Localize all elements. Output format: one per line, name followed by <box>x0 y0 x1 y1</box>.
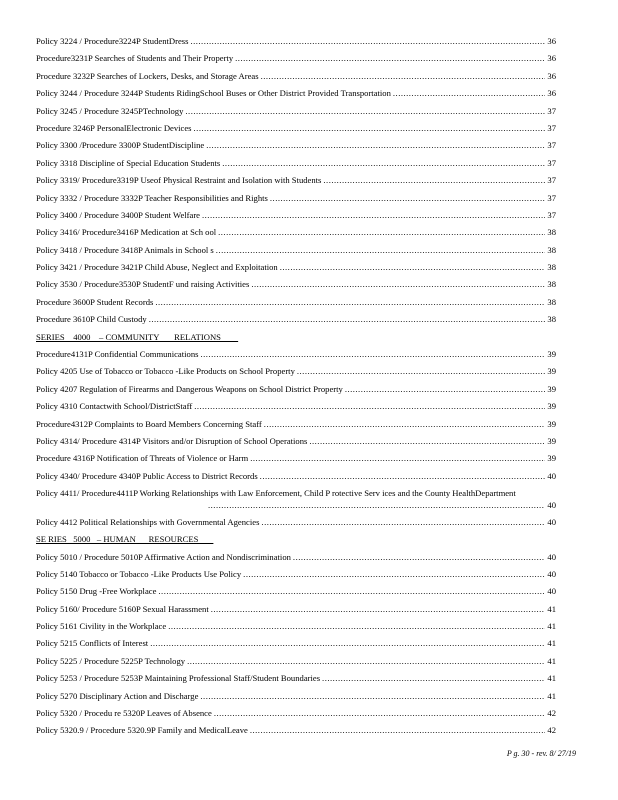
toc-entry-page: 38 <box>547 314 556 325</box>
dot-leader <box>264 419 546 430</box>
toc-entry-title: Procedure 3246P PersonalElectronic Devices <box>36 122 192 133</box>
dot-leader <box>251 279 545 290</box>
toc-entry-page: 41 <box>547 655 556 666</box>
dot-leader <box>208 500 544 511</box>
toc-entry <box>36 419 556 436</box>
toc-entry-title: Policy 3416/ Procedure3416P Medication at Sch ool <box>36 227 217 238</box>
toc-entry <box>36 140 556 157</box>
toc-entry-page: 40 <box>547 551 556 562</box>
toc-entry <box>36 708 556 725</box>
toc-entry-title: Policy 3318 Discipline of Special Education Students <box>36 157 221 168</box>
toc-entry-title: Policy 5320.9 / Procedure 5320.9P Family and MedicalLeave <box>36 725 248 736</box>
dot-leader <box>309 436 545 447</box>
toc-entry-page: 39 <box>547 366 556 377</box>
toc-entry <box>36 471 556 488</box>
toc-entry-page: 37 <box>547 122 556 133</box>
toc-entry-title: Policy 5270 Disciplinary Action and Discharge <box>36 690 199 701</box>
toc-entry <box>36 604 556 621</box>
toc-entry-title: Policy 5150 Drug -Free Workplace <box>36 586 157 597</box>
toc-entry-title: Policy 5161 Civility in the Workplace <box>36 621 167 632</box>
toc-entry-title: Policy 5010 / Procedure 5010P Affirmative Action and Nondiscrimination <box>36 551 291 562</box>
toc-entry-title: Policy 5253 / Procedure 5253P Maintaining Professional Staff/Student Boundaries <box>36 673 321 684</box>
toc-entry-page: 38 <box>547 279 556 290</box>
toc-entry <box>36 488 556 517</box>
toc-entry <box>36 621 556 638</box>
toc-entry-title: Policy 3245 / Procedure 3245PTechnology <box>36 105 184 116</box>
toc-entry <box>36 517 556 534</box>
dot-leader <box>200 691 545 702</box>
dot-leader <box>297 366 546 377</box>
toc-entry-title: Policy 5140 Tobacco or Tobacco -Like Products Use Policy <box>36 568 242 579</box>
dot-leader <box>393 88 546 99</box>
toc-entry <box>36 193 556 210</box>
dot-leader <box>322 673 545 684</box>
toc-entry <box>36 638 556 655</box>
toc-entry-page: 41 <box>547 690 556 701</box>
toc-entry <box>36 245 556 262</box>
dot-leader <box>155 297 545 308</box>
toc-entry-page: 40 <box>547 499 556 510</box>
toc-entry-page: 40 <box>547 470 556 481</box>
dot-leader <box>235 53 545 64</box>
toc-entry <box>36 158 556 175</box>
toc-entry-page: 37 <box>547 140 556 151</box>
toc-entry-page: 36 <box>547 36 556 46</box>
toc-entry-title: Procedure3231P Searches of Students and Their Property <box>36 53 234 64</box>
dot-leader <box>218 227 545 238</box>
toc-entry-title: Policy 3300 /Procedure 3300P StudentDiscipline <box>36 140 205 151</box>
dot-leader <box>260 471 546 482</box>
dot-leader <box>168 621 545 632</box>
toc-entry <box>36 279 556 296</box>
toc-entry-title: Procedure 3600P Student Records <box>36 296 154 307</box>
toc-entry <box>36 384 556 401</box>
toc-entry-title: Policy 4310 Contactwith School/DistrictStaff <box>36 401 193 412</box>
toc-entry <box>36 691 556 708</box>
toc-entry-page: 36 <box>547 70 556 81</box>
toc-entry-page: 38 <box>547 227 556 238</box>
toc-entry-page: 37 <box>547 105 556 116</box>
toc-entry-title: Policy 5225 / Procedure 5225P Technology <box>36 655 186 666</box>
toc-entry <box>36 436 556 453</box>
dot-leader <box>216 245 546 256</box>
toc-entry <box>36 725 556 742</box>
dot-leader <box>243 569 545 580</box>
toc-entry <box>36 349 556 366</box>
toc-entry-page: 42 <box>547 725 556 736</box>
toc-entry <box>36 227 556 244</box>
dot-leader <box>211 604 546 615</box>
toc-entry-title: Policy 5160/ Procedure 5160P Sexual Harassment <box>36 603 209 614</box>
toc-entry-page: 39 <box>547 418 556 429</box>
toc-entry-title: Policy 4207 Regulation of Firearms and Dangerous Weapons on School District Property <box>36 383 343 394</box>
table-of-contents <box>36 36 556 743</box>
dot-leader <box>194 123 546 134</box>
toc-entry-page: 39 <box>547 401 556 412</box>
toc-entry-page: 36 <box>547 53 556 64</box>
toc-entry-page: 37 <box>547 175 556 186</box>
toc-entry-page: 39 <box>547 349 556 360</box>
toc-entry-page: 37 <box>547 192 556 203</box>
toc-entry-title: Procedure 3232P Searches of Lockers, Desks, and Storage Areas <box>36 70 259 81</box>
toc-entry-page: 40 <box>547 568 556 579</box>
toc-entry <box>36 453 556 470</box>
toc-entry-page: 41 <box>547 673 556 684</box>
dot-leader <box>345 384 546 395</box>
dot-leader <box>150 638 545 649</box>
toc-entry-title: Policy 4412 Political Relationships with Governmental Agencies <box>36 516 260 527</box>
toc-entry <box>36 123 556 140</box>
toc-entry-page: 39 <box>547 435 556 446</box>
toc-entry <box>36 401 556 418</box>
toc-entry-title: Policy 3530 / Procedure3530P StudentF und raising Activities <box>36 279 250 290</box>
toc-entry-page: 39 <box>547 453 556 464</box>
toc-entry-page: 41 <box>547 603 556 614</box>
toc-entry-title: Policy 3319/ Procedure3319P Useof Physical Restraint and Isolation with Students <box>36 175 322 186</box>
toc-entry-page: 38 <box>547 244 556 255</box>
toc-entry-title: Policy 4340/ Procedure 4340P Public Access to District Records <box>36 470 258 481</box>
toc-entry-page: 42 <box>547 708 556 719</box>
toc-entry <box>36 262 556 279</box>
toc-entry-title: Procedure 3610P Child Custody <box>36 314 147 325</box>
dot-leader <box>158 586 545 597</box>
toc-entry-title: Policy 3332 / Procedure 3332P Teacher Responsibilities and Rights <box>36 192 268 203</box>
toc-entry <box>36 297 556 314</box>
toc-entry-page: 38 <box>547 262 556 273</box>
toc-entry-title: Policy 4314/ Procedure 4314P Visitors and/or Disruption of School Operations <box>36 435 308 446</box>
dot-leader <box>270 193 546 204</box>
toc-entry <box>36 53 556 70</box>
toc-entry <box>36 586 556 603</box>
dot-leader <box>206 140 545 151</box>
dot-leader <box>293 552 545 563</box>
dot-leader <box>222 158 545 169</box>
toc-entry-title: Policy 3418 / Procedure 3418P Animals in School s <box>36 244 214 255</box>
toc-entry-page: 37 <box>547 157 556 168</box>
series-heading <box>36 332 556 349</box>
toc-entry-title: Policy 3421 / Procedure 3421P Child Abuse, Neglect and Exploitation <box>36 262 278 273</box>
toc-entry-page: 36 <box>547 88 556 99</box>
dot-leader <box>214 708 546 719</box>
toc-entry-title: Policy 3224 / Procedure3224P StudentDress <box>36 36 189 46</box>
toc-entry-title: Policy 5215 Conflicts of Interest <box>36 638 149 649</box>
toc-entry <box>36 106 556 123</box>
toc-entry <box>36 36 556 53</box>
dot-leader <box>149 314 546 325</box>
series-heading-text: SERIES 4000 – COMMUNITY RELATIONS <box>36 331 239 342</box>
toc-entry-page: 37 <box>547 209 556 220</box>
dot-leader <box>261 71 546 82</box>
series-heading-text: SE RIES 5000 – HUMAN RESOURCES <box>36 534 214 545</box>
toc-entry-page: 39 <box>547 383 556 394</box>
dot-leader <box>202 210 545 221</box>
toc-entry <box>36 210 556 227</box>
toc-entry-page: 40 <box>547 586 556 597</box>
toc-entry-title: Procedure4312P Complaints to Board Members Concerning Staff <box>36 418 262 429</box>
toc-entry <box>36 366 556 383</box>
toc-entry-title: Policy 3244 / Procedure 3244P Students RidingSchool Buses or Other District Provided Transportation <box>36 88 391 99</box>
toc-entry-title: Policy 4411/ Procedure4411P Working Relationships with Law Enforcement, Child P rotective Serv ices and the County HealthDepartment <box>36 488 516 499</box>
dot-leader <box>185 106 545 117</box>
toc-entry-title: Procedure4131P Confidential Communications <box>36 349 199 360</box>
dot-leader <box>280 262 546 273</box>
dot-leader <box>190 36 545 47</box>
dot-leader <box>261 517 545 528</box>
toc-entry <box>36 314 556 331</box>
toc-entry <box>36 88 556 105</box>
toc-entry-page: 41 <box>547 638 556 649</box>
toc-entry <box>36 552 556 569</box>
series-heading <box>36 534 556 551</box>
dot-leader <box>200 349 545 360</box>
toc-entry-title: Policy 4205 Use of Tobacco or Tobacco -Like Products on School Property <box>36 366 295 377</box>
toc-entry-title: Policy 3400 / Procedure 3400P Student Welfare <box>36 209 200 220</box>
toc-entry-page: 40 <box>547 516 556 527</box>
toc-entry-page: 41 <box>547 621 556 632</box>
dot-leader <box>323 175 545 186</box>
dot-leader <box>187 656 545 667</box>
toc-entry <box>36 673 556 690</box>
toc-entry-title: Procedure 4316P Notification of Threats of Violence or Harm <box>36 453 249 464</box>
dot-leader <box>250 725 546 736</box>
toc-entry <box>36 71 556 88</box>
page-footer: P g. 30 - rev. 8/ 27/19 <box>506 749 576 758</box>
toc-entry-page: 38 <box>547 296 556 307</box>
dot-leader <box>194 401 545 412</box>
toc-entry-title: Policy 5320 / Procedu re 5320P Leaves of Absence <box>36 708 212 719</box>
toc-entry <box>36 569 556 586</box>
dot-leader <box>250 453 545 464</box>
toc-entry <box>36 175 556 192</box>
toc-entry <box>36 656 556 673</box>
